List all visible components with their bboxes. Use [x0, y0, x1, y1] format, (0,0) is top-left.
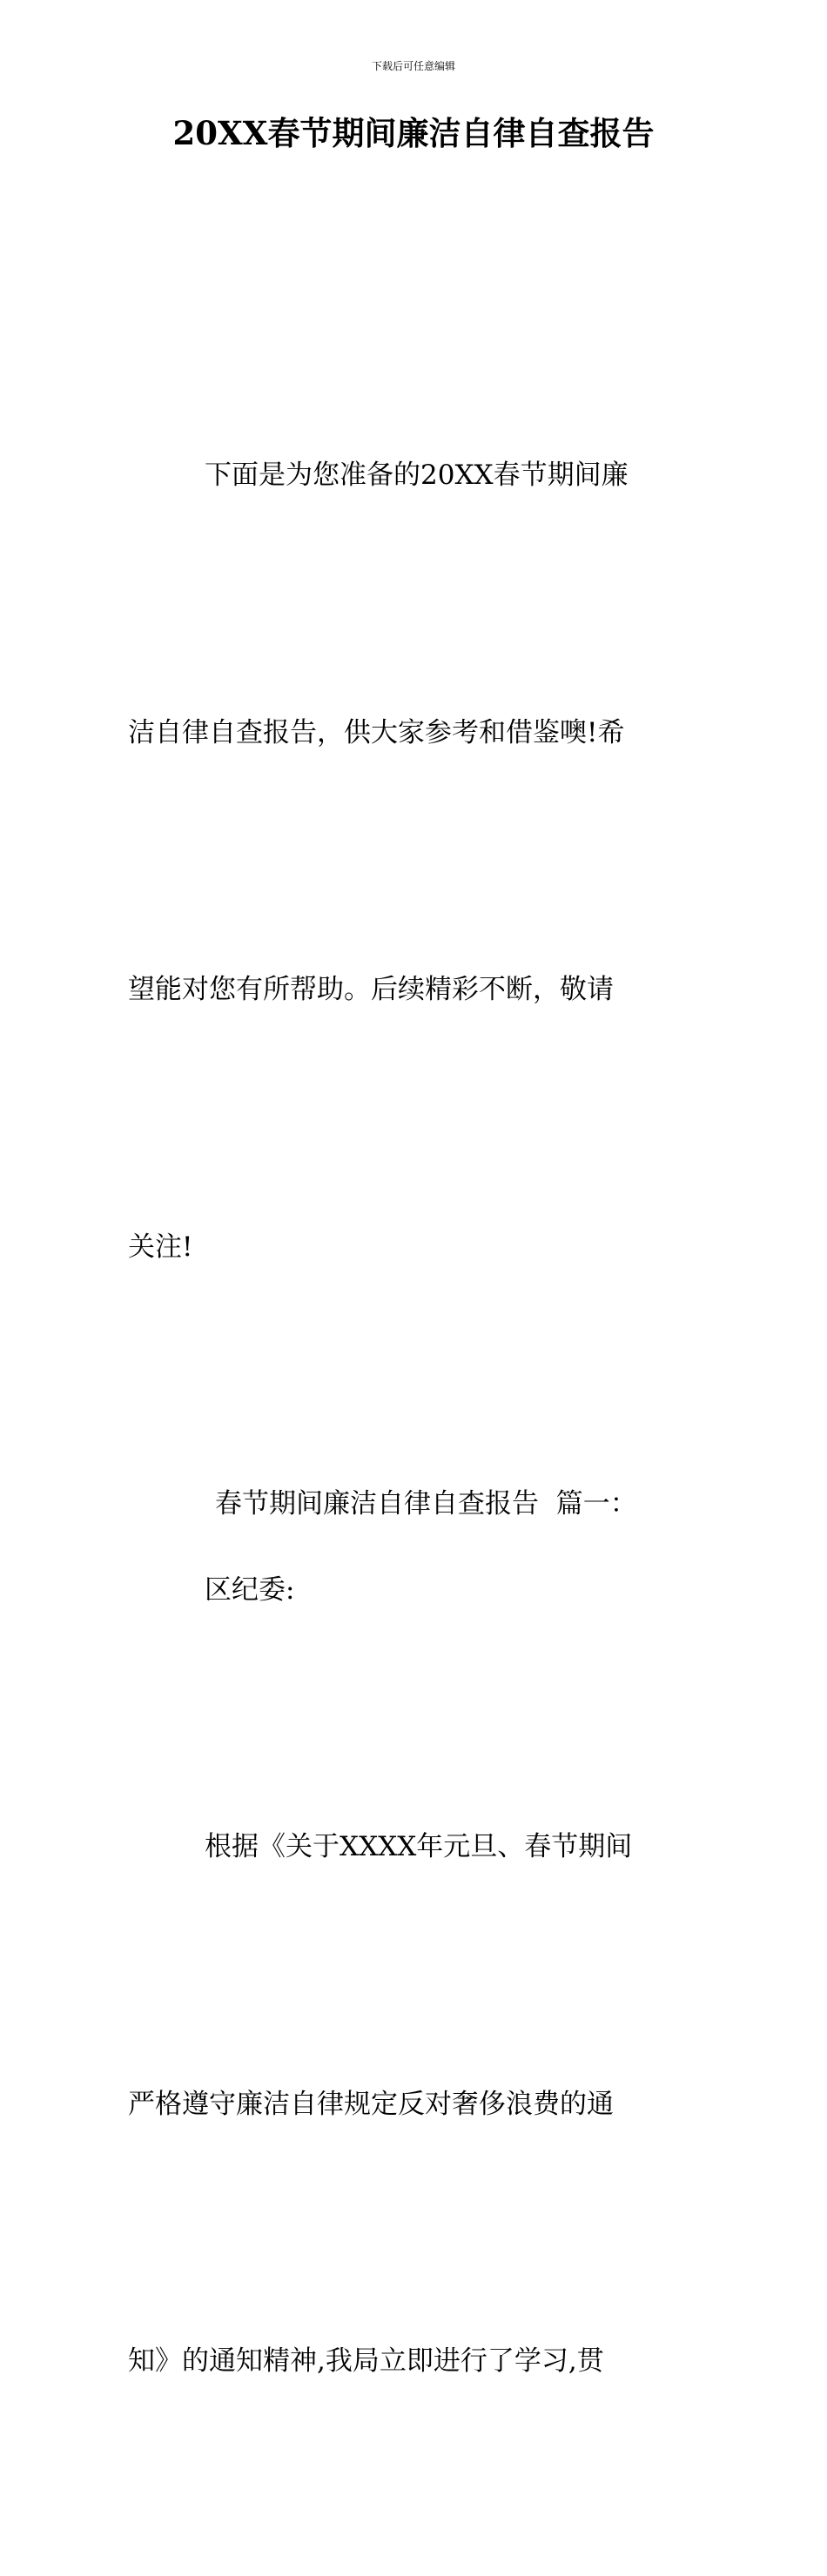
- intro-paragraph: [128, 261, 685, 1461]
- intro-line: 关注!: [128, 1231, 193, 1263]
- intro-line: 下面是为您准备的20XX春节期间廉: [205, 460, 629, 491]
- body-paragraph: [128, 1633, 685, 2576]
- body-line: 严格遵守廉洁自律规定反对奢侈浪费的通: [128, 2088, 614, 2120]
- body-line: 根据《关于XXXX年元旦、春节期间: [205, 1831, 633, 1862]
- document-body: [128, 261, 685, 2576]
- body-line: 知》的通知精神,我局立即进行了学习,贯: [128, 2345, 604, 2377]
- salutation: 区纪委:: [205, 1573, 295, 1606]
- section-heading: 春节期间廉洁自律自查报告 篇一：: [215, 1488, 637, 1519]
- document-title: 20XX春节期间廉洁自律自查报告: [172, 114, 655, 152]
- header-note: 下载后可任意编辑: [371, 60, 455, 72]
- intro-line: 洁自律自查报告，供大家参考和借鉴噢!希: [128, 716, 625, 748]
- intro-line: 望能对您有所帮助。后续精彩不断，敬请: [128, 974, 614, 1005]
